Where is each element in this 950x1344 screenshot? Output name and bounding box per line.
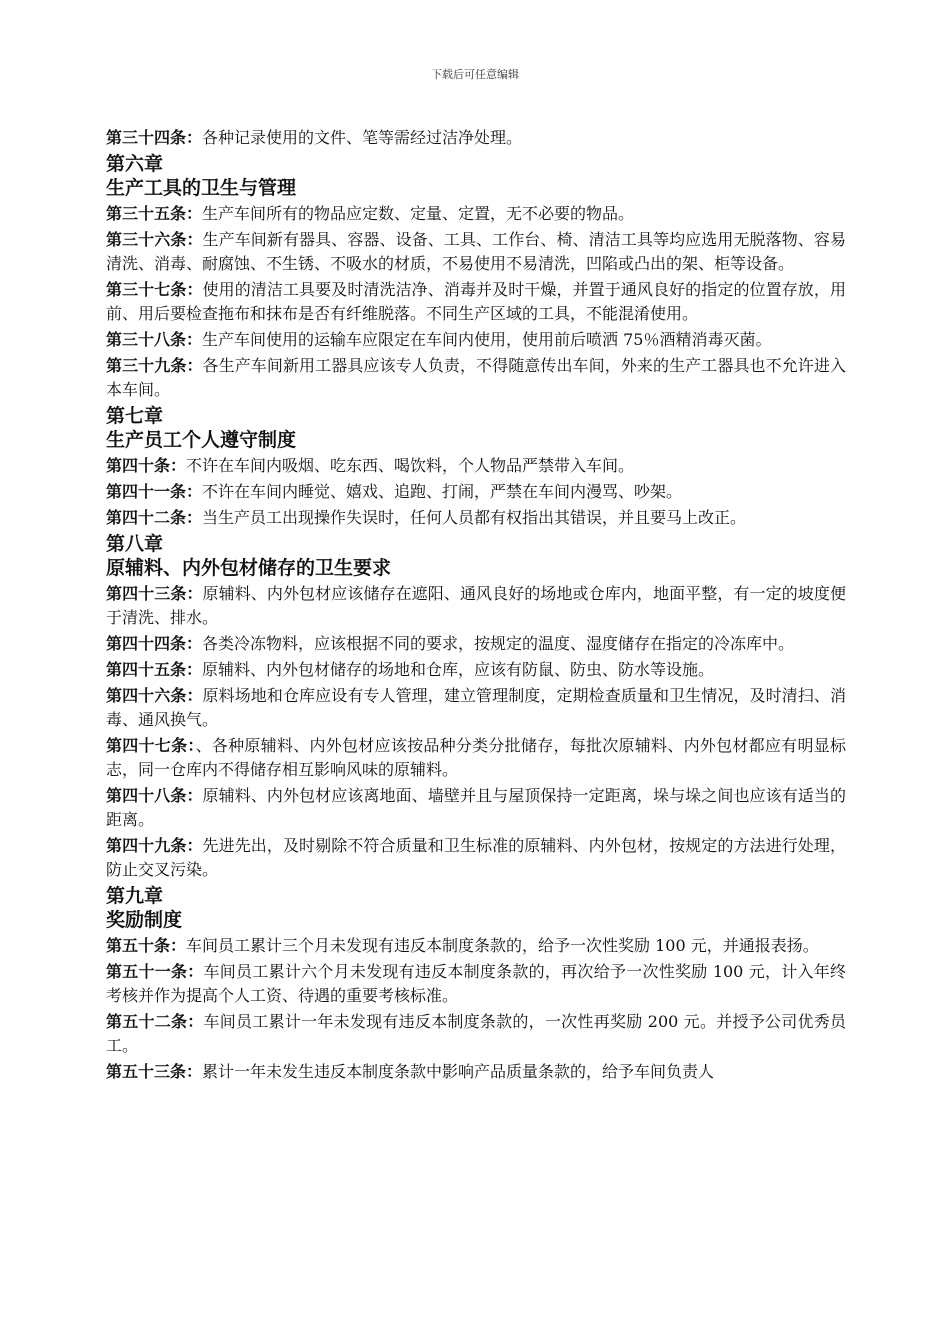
chapter-number: 第七章 — [106, 405, 164, 427]
document-body — [106, 126, 846, 1086]
article-number: 第四十一条： — [106, 482, 203, 501]
chapter-number: 第九章 — [106, 885, 164, 907]
chapter-number: 第六章 — [106, 153, 164, 175]
page-header: 下载后可任意编辑 — [431, 68, 519, 81]
chapter-title: 奖励制度 — [106, 909, 183, 931]
article-text: 累计一年未发生违反本制度条款中影响产品质量条款的，给予车间负责人 — [202, 1062, 715, 1081]
article-paragraph — [106, 734, 846, 782]
article-number: 第三十五条： — [106, 204, 203, 223]
article-number: 第三十六条： — [106, 230, 203, 249]
article-text: 先进先出，及时剔除不符合质量和卫生标准的原辅料、内外包材，按规定的方法进行处理，防止交叉污染。 — [106, 836, 846, 879]
article-text: 原辅料、内外包材应该储存在遮阳、通风良好的场地或仓库内，地面平整，有一定的坡度便于清洗、排水。 — [106, 584, 846, 627]
article-text: 车间员工累计一年未发现有违反本制度条款的，一次性再奖励 200 元。并授予公司优秀员工。 — [106, 1012, 846, 1055]
article-paragraph — [106, 658, 846, 682]
article-paragraph — [106, 480, 846, 504]
article-number: 第四十条： — [106, 456, 187, 475]
article-text: 生产车间使用的运输车应限定在车间内使用，使用前后喷洒 75％酒精消毒灭菌。 — [202, 330, 772, 349]
article-number: 第四十七条： — [106, 736, 196, 755]
article-number: 第四十六条： — [106, 686, 203, 705]
article-paragraph — [106, 126, 846, 150]
article-text: 当生产员工出现操作失误时，任何人员都有权指出其错误，并且要马上改正。 — [202, 508, 747, 527]
article-number: 第四十五条： — [106, 660, 203, 679]
article-text: 原料场地和仓库应设有专人管理，建立管理制度，定期检查质量和卫生情况，及时清扫、消毒、通风换气。 — [106, 686, 846, 729]
article-text: 生产车间新有器具、容器、设备、工具、工作台、椅、清洁工具等均应选用无脱落物、容易清洗、消毒、耐腐蚀、不生锈、不吸水的材质，不易使用不易清洗，凹陷或凸出的架、柜等设备。 — [106, 230, 846, 273]
article-number: 第三十七条： — [106, 280, 203, 299]
article-paragraph — [106, 454, 846, 478]
article-text: 各种记录使用的文件、笔等需经过洁净处理。 — [202, 128, 523, 147]
article-number: 第三十九条： — [106, 356, 203, 375]
article-text: 车间员工累计三个月未发现有违反本制度条款的，给予一次性奖励 100 元，并通报表扬。 — [186, 936, 819, 955]
article-text: 各类冷冻物料，应该根据不同的要求，按规定的温度、湿度储存在指定的冷冻库中。 — [202, 634, 795, 653]
article-number: 第四十九条： — [106, 836, 203, 855]
article-number: 第四十三条： — [106, 584, 203, 603]
article-paragraph — [106, 506, 846, 530]
chapter-number: 第八章 — [106, 533, 164, 555]
article-number: 第四十四条： — [106, 634, 203, 653]
article-paragraph — [106, 632, 846, 656]
article-text: 生产车间所有的物品应定数、定量、定置，无不必要的物品。 — [202, 204, 635, 223]
article-paragraph — [106, 1010, 846, 1058]
article-text: 原辅料、内外包材储存的场地和仓库，应该有防鼠、防虫、防水等设施。 — [202, 660, 715, 679]
article-paragraph — [106, 328, 846, 352]
article-number: 第四十八条： — [106, 786, 203, 805]
article-paragraph — [106, 1060, 846, 1084]
article-text: 原辅料、内外包材应该离地面、墙壁并且与屋顶保持一定距离，垛与垛之间也应该有适当的距离。 — [106, 786, 846, 829]
article-text: 车间员工累计六个月未发现有违反本制度条款的，再次给予一次性奖励 100 元，计入年终考核并作为提高个人工资、待遇的重要考核标准。 — [106, 962, 846, 1005]
article-number: 第五十条： — [106, 936, 187, 955]
article-text: 使用的清洁工具要及时清洗洁净、消毒并及时干燥，并置于通风良好的指定的位置存放，用前、用后要检查拖布和抹布是否有纤维脱落。不同生产区域的工具，不能混淆使用。 — [106, 280, 846, 323]
article-paragraph — [106, 202, 846, 226]
article-paragraph — [106, 784, 846, 832]
article-number: 第五十二条： — [106, 1012, 204, 1031]
chapter-title: 生产工具的卫生与管理 — [106, 177, 297, 199]
article-text: 各生产车间新用工器具应该专人负责，不得随意传出车间，外来的生产工器具也不允许进入本车间。 — [106, 356, 846, 399]
article-number: 第四十二条： — [106, 508, 203, 527]
article-paragraph — [106, 354, 846, 402]
chapter-title: 生产员工个人遵守制度 — [106, 429, 297, 451]
article-paragraph — [106, 834, 846, 882]
article-number: 第三十八条： — [106, 330, 203, 349]
article-number: 第三十四条： — [106, 128, 203, 147]
article-text: 不许在车间内吸烟、吃东西、喝饮料，个人物品严禁带入车间。 — [186, 456, 635, 475]
article-paragraph — [106, 582, 846, 630]
article-number: 第五十一条： — [106, 962, 204, 981]
article-paragraph — [106, 934, 846, 958]
article-paragraph — [106, 278, 846, 326]
article-paragraph — [106, 228, 846, 276]
article-text: 不许在车间内睡觉、嬉戏、追跑、打闹，严禁在车间内漫骂、吵架。 — [202, 482, 683, 501]
article-text: 、各种原辅料、内外包材应该按品种分类分批储存，每批次原辅料、内外包材都应有明显标志，同一仓库内不得储存相互影响风味的原辅料。 — [106, 736, 846, 779]
article-number: 第五十三条： — [106, 1062, 203, 1081]
chapter-title: 原辅料、内外包材储存的卫生要求 — [106, 557, 392, 579]
article-paragraph — [106, 684, 846, 732]
article-paragraph — [106, 960, 846, 1008]
